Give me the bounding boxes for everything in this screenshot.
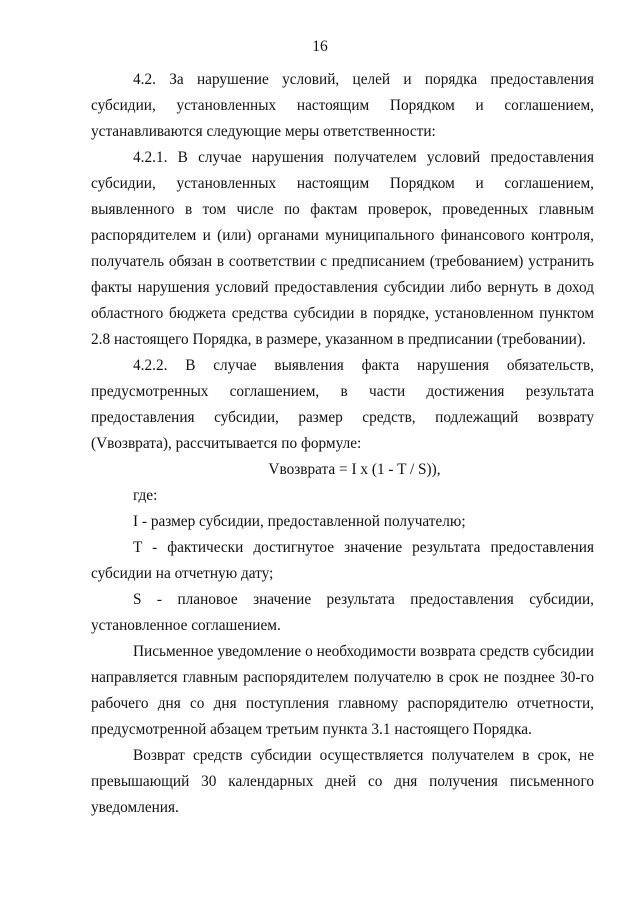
definition-t: T - фактически достигнутое значение результата предоставления субсидии на отчетную дату; — [91, 539, 594, 582]
paragraph-4-2-2: 4.2.2. В случае выявления факта нарушения обязательств, предусмотренных соглашением, в части достижения результата предоставления субсидии, размер средств, подлежащий возврату (Vвозврата), рассчитывается по формуле: — [91, 357, 594, 452]
notification-paragraph: Письменное уведомление о необходимости возврата средств субсидии направляется главным распорядителем получателю в срок не позднее 30-го рабочего дня со дня поступления главному распорядителю отчетности, предусмотренной абзацем третьим пункта 3.1 настоящего Порядка. — [91, 643, 594, 738]
definition-s: S - плановое значение результата предоставления субсидии, установленное соглашением. — [91, 591, 594, 634]
definition-i: I - размер субсидии, предоставленной получателю; — [133, 513, 466, 530]
where-label: где: — [133, 487, 158, 504]
return-formula: Vвозврата = I x (1 - T / S)), — [268, 461, 441, 478]
paragraph-4-2: 4.2. За нарушение условий, целей и порядка предоставления субсидии, установленных настоящим Порядком и соглашением, устанавливаются следующие меры ответственности: — [91, 71, 594, 140]
paragraph-4-2-1: 4.2.1. В случае нарушения получателем условий предоставления субсидии, установленных настоящим Порядком и соглашением, выявленного в том числе по фактам проверок, проведенных главным распорядителем и (или) органами муниципального финансового контроля, получатель обязан в соответствии с предписанием (требованием) устранить факты нарушения условий предоставления субсидии либо вернуть в доход областного бюджета средства субсидии в порядке, установленном пунктом 2.8 настоящего Порядка, в размере, указанном в предписании (требовании). — [91, 149, 594, 348]
document-body — [91, 67, 594, 821]
page-number: 16 — [312, 38, 328, 55]
return-deadline-paragraph: Возврат средств субсидии осуществляется получателем в срок, не превышающий 30 календарных дней со дня получения письменного уведомления. — [91, 747, 594, 816]
